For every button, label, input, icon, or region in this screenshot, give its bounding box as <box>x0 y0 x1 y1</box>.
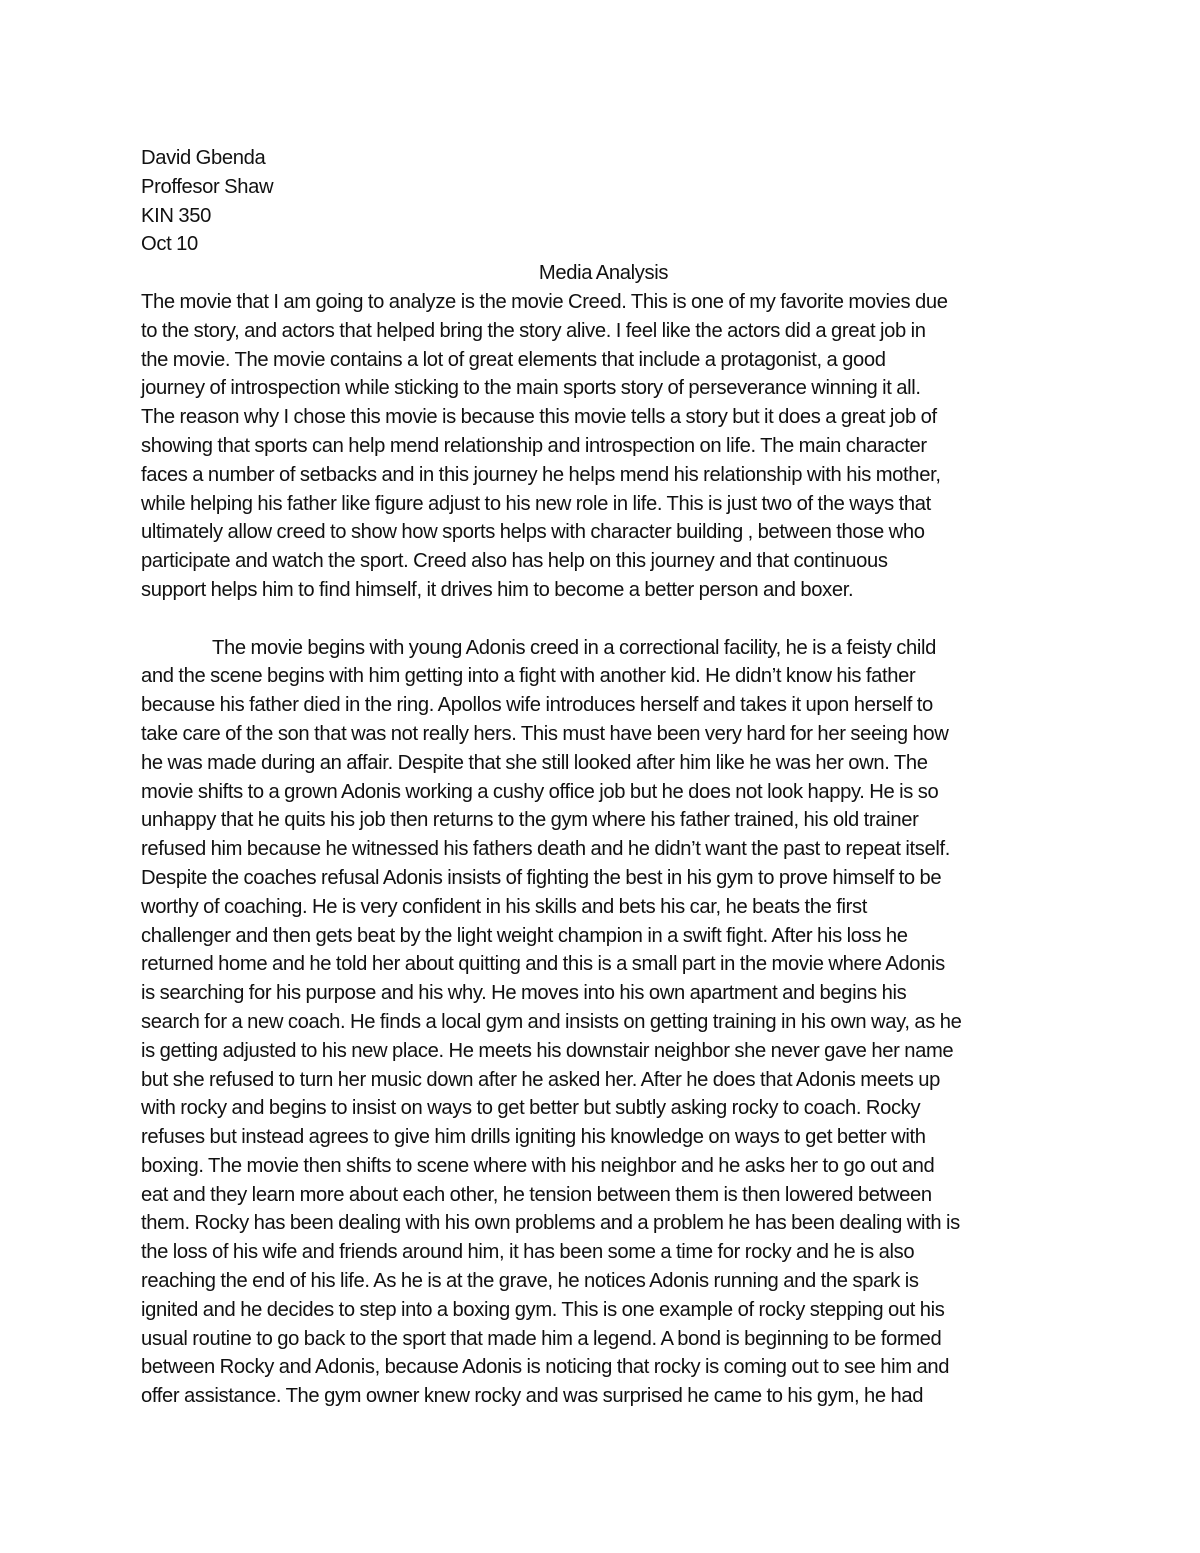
paragraph-line: challenger and then gets beat by the light weight champion in a swift fight. After his loss he <box>141 924 908 947</box>
paragraph-line: with rocky and begins to insist on ways to get better but subtly asking rocky to coach. Rocky <box>141 1097 921 1120</box>
paragraph-line: search for a new coach. He finds a local gym and insists on getting training in his own way, as he <box>141 1010 962 1033</box>
document-title: Media Analysis <box>538 262 669 285</box>
paragraph-line: but she refused to turn her music down after he asked her. After he does that Adonis meets up <box>141 1068 940 1091</box>
paragraph-line: faces a number of setbacks and in this journey he helps mend his relationship with his mother, <box>141 463 941 486</box>
paragraph-line: while helping his father like figure adjust to his new role in life. This is just two of the ways that <box>141 492 931 515</box>
paragraph-line: showing that sports can help mend relationship and introspection on life. The main character <box>141 434 927 457</box>
paragraph-line: offer assistance. The gym owner knew rocky and was surprised he came to his gym, he had <box>141 1385 924 1408</box>
paragraph-line: the loss of his wife and friends around him, it has been some a time for rocky and he is also <box>141 1241 915 1264</box>
professor-name: Proffesor Shaw <box>141 175 274 198</box>
assignment-date: Oct 10 <box>141 233 198 256</box>
paragraph-line: participate and watch the sport. Creed also has help on this journey and that continuous <box>141 550 888 573</box>
paragraph-1 <box>141 288 1066 605</box>
document-body <box>141 144 1066 1411</box>
paragraph-line: The movie begins with young Adonis creed in a correctional facility, he is a feisty child <box>212 636 936 659</box>
paragraph-line: is getting adjusted to his new place. He meets his downstair neighbor she never gave her name <box>141 1039 954 1062</box>
paragraph-line: unhappy that he quits his job then returns to the gym where his father trained, his old trainer <box>141 809 919 832</box>
paragraph-line: reaching the end of his life. As he is at the grave, he notices Adonis running and the spark is <box>141 1270 919 1293</box>
paragraph-line: returned home and he told her about quitting and this is a small part in the movie where Adonis <box>141 953 945 976</box>
paragraph-line: The movie that I am going to analyze is the movie Creed. This is one of my favorite movies due <box>141 290 948 313</box>
paragraph-line: he was made during an affair. Despite that she still looked after him like he was her own. The <box>141 751 928 774</box>
paragraph-line: The reason why I chose this movie is because this movie tells a story but it does a great job of <box>141 406 937 429</box>
paragraph-line: between Rocky and Adonis, because Adonis is noticing that rocky is coming out to see him and <box>141 1356 950 1379</box>
paragraph-line: support helps him to find himself, it drives him to become a better person and boxer. <box>141 578 854 601</box>
paragraph-line: refuses but instead agrees to give him drills igniting his knowledge on ways to get better with <box>141 1126 926 1149</box>
paragraph-line: and the scene begins with him getting into a fight with another kid. He didn’t know his father <box>141 665 916 688</box>
paragraph-line: usual routine to go back to the sport that made him a legend. A bond is beginning to be formed <box>141 1327 942 1350</box>
paragraph-line: eat and they learn more about each other, he tension between them is then lowered between <box>141 1183 932 1206</box>
paragraph-line: because his father died in the ring. Apollos wife introduces herself and takes it upon herself to <box>141 694 933 717</box>
course-code: KIN 350 <box>141 204 211 227</box>
paragraph-line: the movie. The movie contains a lot of great elements that include a protagonist, a good <box>141 348 886 371</box>
paragraph-line: is searching for his purpose and his why. He moves into his own apartment and begins his <box>141 982 907 1005</box>
paragraph-line: worthy of coaching. He is very confident in his skills and bets his car, he beats the first <box>141 895 868 918</box>
paragraph-line: take care of the son that was not really hers. This must have been very hard for her seeing how <box>141 722 949 745</box>
paragraph-gap <box>141 605 1066 634</box>
paragraph-line: movie shifts to a grown Adonis working a cushy office job but he does not look happy. He is so <box>141 780 939 803</box>
paragraph-line: boxing. The movie then shifts to scene where with his neighbor and he asks her to go out and <box>141 1154 935 1177</box>
paragraph-line: journey of introspection while sticking to the main sports story of perseverance winning it all. <box>141 377 921 400</box>
paragraph-line: to the story, and actors that helped bring the story alive. I feel like the actors did a great job in <box>141 319 926 342</box>
paragraph-line: Despite the coaches refusal Adonis insists of fighting the best in his gym to prove himself to be <box>141 866 942 889</box>
paragraph-line: ultimately allow creed to show how sports helps with character building , between those who <box>141 521 925 544</box>
paragraph-line: refused him because he witnessed his fathers death and he didn’t want the past to repeat itself. <box>141 838 951 861</box>
paragraph-2 <box>141 634 1066 1412</box>
author-name: David Gbenda <box>141 147 266 169</box>
paragraph-line: ignited and he decides to step into a boxing gym. This is one example of rocky stepping out his <box>141 1298 945 1321</box>
paragraph-line: them. Rocky has been dealing with his own problems and a problem he has been dealing with is <box>141 1212 960 1235</box>
